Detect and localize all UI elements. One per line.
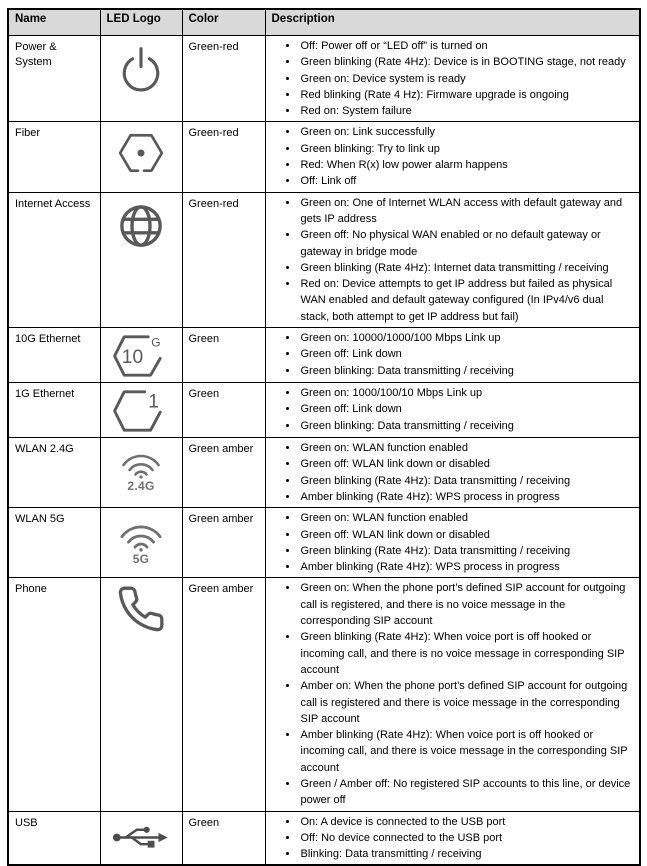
description-bullet: • Green blinking (Rate 4Hz): Data transmitting / receiving: [299, 473, 636, 489]
description-list: [272, 124, 636, 189]
description-bullet: • Green blinking (Rate 4Hz): Data transmitting / receiving: [299, 543, 636, 559]
description-list: [272, 814, 636, 863]
svg-text:G: G: [151, 335, 161, 350]
description-bullet: • Green blinking (Rate 4Hz): Device is in BOOTING stage, not ready: [299, 54, 636, 70]
row-description: [265, 192, 640, 327]
row-name: 1G Ethernet: [8, 383, 100, 438]
row-name: Power & System: [8, 36, 100, 122]
table-row-power-system: [8, 36, 640, 122]
description-bullet: • Green off: Link down: [299, 401, 636, 417]
row-description: [265, 438, 640, 508]
row-name: WLAN 2.4G: [8, 438, 100, 508]
row-name: Phone: [8, 578, 100, 811]
row-description: [265, 508, 640, 578]
row-color: Green amber: [182, 438, 265, 508]
description-bullet: • Amber blinking (Rate 4Hz): When voice port is off hooked or incoming call, and there is voice message in the corresponding SIP account: [299, 727, 636, 776]
wifi-band-label: 2.4G: [127, 479, 155, 494]
table-row-phone: [8, 578, 640, 811]
table-row-wlan-2-4g: [8, 438, 640, 508]
description-bullet: • Off: No device connected to the USB port: [299, 830, 636, 846]
row-color: Green-red: [182, 122, 265, 192]
svg-text:1: 1: [148, 391, 159, 413]
description-bullet: • Off: Power off or “LED off” is turned on: [299, 38, 636, 54]
table-row-internet-access: [8, 192, 640, 327]
table-row-10g-ethernet: [8, 328, 640, 383]
description-bullet: • Green on: 10000/1000/100 Mbps Link up: [299, 330, 636, 346]
table-row-1g-ethernet: [8, 383, 640, 438]
row-name: 10G Ethernet: [8, 328, 100, 383]
row-name: USB: [8, 811, 100, 865]
description-bullet: • Green on: WLAN function enabled: [299, 440, 636, 456]
wifi-5g-icon: [117, 516, 165, 552]
led-indicator-table: [7, 8, 641, 866]
description-bullet: • Green blinking: Data transmitting / receiving: [299, 418, 636, 434]
description-list: [272, 580, 636, 808]
row-description: [265, 122, 640, 192]
description-bullet: • Green on: Device system is ready: [299, 71, 636, 87]
description-bullet: • Green on: WLAN function enabled: [299, 510, 636, 526]
row-color: Green: [182, 328, 265, 383]
description-bullet: • Red: When R(x) low power alarm happens: [299, 157, 636, 173]
row-description: [265, 811, 640, 865]
description-list: [272, 440, 636, 505]
row-color: Green amber: [182, 508, 265, 578]
row-description: [265, 328, 640, 383]
description-bullet: • Green on: When the phone port’s defined SIP account for outgoing call is registered, and there is no voice message in the corresponding SIP account: [299, 580, 636, 629]
power-icon: [114, 42, 168, 100]
ethernet-1g-icon: [110, 387, 172, 435]
column-header-led-logo: LED Logo: [100, 9, 182, 36]
row-color: Green: [182, 811, 265, 865]
description-bullet: • Amber blinking (Rate 4Hz): WPS process in progress: [299, 559, 636, 575]
table-row-usb: [8, 811, 640, 865]
description-bullet: • Amber blinking (Rate 4Hz): WPS process in progress: [299, 489, 636, 505]
description-bullet: • Green blinking (Rate 4Hz): Internet data transmitting / receiving: [299, 260, 636, 276]
description-bullet: • Green off: Link down: [299, 346, 636, 362]
table-header-row: [8, 9, 640, 36]
description-bullet: • On: A device is connected to the USB port: [299, 814, 636, 830]
description-bullet: • Green on: 1000/100/10 Mbps Link up: [299, 385, 636, 401]
description-bullet: • Red blinking (Rate 4 Hz): Firmware upgrade is ongoing: [299, 87, 636, 103]
description-bullet: • Green off: No physical WAN enabled or no default gateway or gateway in bridge mode: [299, 227, 636, 260]
phone-icon: [116, 584, 166, 634]
description-bullet: • Green off: WLAN link down or disabled: [299, 527, 636, 543]
row-description: [265, 36, 640, 122]
description-bullet: • Green / Amber off: No registered SIP accounts to this line, or device power off: [299, 776, 636, 809]
wifi-2-4g-icon: [119, 446, 163, 479]
description-bullet: • Green blinking (Rate 4Hz): When voice port is off hooked or incoming call, and there is no voice message in corresponding SIP account: [299, 629, 636, 678]
description-bullet: • Amber on: When the phone port’s defined SIP account for outgoing call is registered and there is voice message in the corresponding SIP account: [299, 678, 636, 727]
row-color: Green amber: [182, 578, 265, 811]
description-bullet: • Green on: One of Internet WLAN access with default gateway and gets IP address: [299, 195, 636, 228]
row-color: Green-red: [182, 36, 265, 122]
description-bullet: • Green on: Link successfully: [299, 124, 636, 140]
row-name: Internet Access: [8, 192, 100, 327]
row-description: [265, 383, 640, 438]
description-bullet: • Red on: Device attempts to get IP address but failed as physical WAN enabled and default gateway configured (In IPv4/v6 dual stack, both attempt to get IP address but fail): [299, 276, 636, 325]
description-list: [272, 38, 636, 119]
column-header-description: Description: [265, 9, 640, 36]
row-name: WLAN 5G: [8, 508, 100, 578]
wifi-band-label: 5G: [132, 552, 150, 567]
usb-icon: [110, 820, 172, 855]
column-header-name: Name: [8, 9, 100, 36]
description-list: [272, 385, 636, 434]
description-bullet: • Green blinking: Try to link up: [299, 141, 636, 157]
description-bullet: • Off: Link off: [299, 173, 636, 189]
row-description: [265, 578, 640, 811]
row-color: Green: [182, 383, 265, 438]
svg-text:10: 10: [121, 347, 144, 369]
table-row-fiber: [8, 122, 640, 192]
description-bullet: • Red on: System failure: [299, 103, 636, 119]
globe-icon: [114, 199, 168, 253]
column-header-color: Color: [182, 9, 265, 36]
description-bullet: • Green off: WLAN link down or disabled: [299, 456, 636, 472]
row-color: Green-red: [182, 192, 265, 327]
ethernet-10g-icon: [110, 332, 172, 380]
description-list: [272, 330, 636, 379]
description-list: [272, 510, 636, 575]
fiber-icon: [113, 128, 169, 178]
table-row-wlan-5g: [8, 508, 640, 578]
description-list: [272, 195, 636, 325]
row-name: Fiber: [8, 122, 100, 192]
description-bullet: • Green blinking: Data transmitting / receiving: [299, 363, 636, 379]
description-bullet: • Blinking: Data transmitting / receiving: [299, 846, 636, 862]
